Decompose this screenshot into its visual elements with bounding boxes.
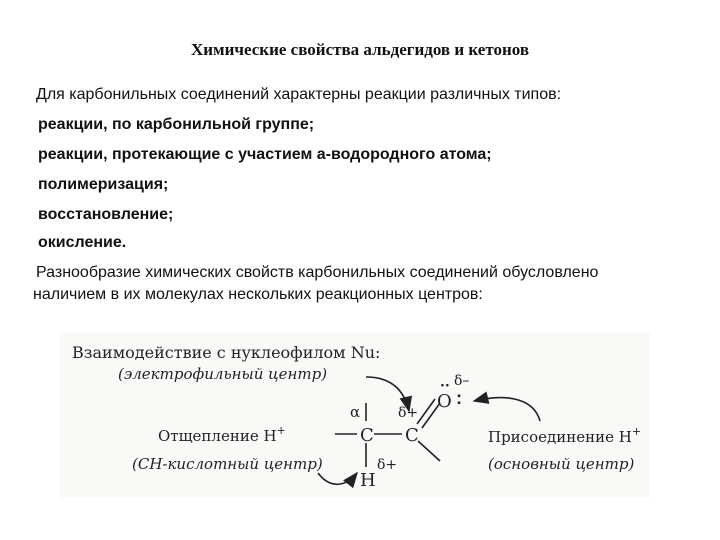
delta-minus-oxygen: δ–: [454, 373, 470, 389]
alpha-symbol: α: [350, 403, 361, 421]
reaction-type-item: окисление.: [38, 234, 127, 251]
proton-addition-arrow: [474, 398, 540, 421]
alpha-carbon-atom: C: [360, 425, 374, 446]
proton-removal-sup: +: [276, 424, 286, 437]
c-o-double-bond-2: [422, 403, 440, 428]
outro-line-1: Разнообразие химических свойств карбонильных соединений обусловлено: [36, 264, 599, 281]
basic-center-label: (основный центр): [488, 455, 635, 473]
hydrogen-atom: H: [360, 470, 376, 491]
outro-text: [33, 262, 696, 306]
reaction-type-item: полимеризация;: [38, 176, 169, 193]
carbonyl-carbon-atom: C: [405, 425, 419, 446]
delta-plus-carbon: δ+: [398, 405, 419, 421]
reaction-type-item: реакции, протекающие с участием а-водородного атома;: [38, 146, 492, 163]
page-title: Химические свойства альдегидов и кетонов: [190, 40, 530, 59]
proton-addition-text: Присоединение H: [488, 428, 632, 446]
delta-plus-hydrogen: δ+: [377, 457, 398, 473]
oxygen-lone-pair-top: ··: [440, 378, 450, 394]
c-o-double-bond-1: [417, 399, 435, 424]
intro-text: Для карбонильных соединений характерны реакции различных типов:: [36, 86, 562, 103]
oxygen-lone-pair-right: :: [456, 388, 462, 408]
proton-addition-label: [488, 425, 641, 446]
proton-removal-arrow: [318, 473, 357, 484]
r-bond: [418, 441, 440, 461]
proton-addition-sup: +: [631, 425, 642, 438]
oxygen-atom: O: [437, 391, 452, 412]
reaction-centers-diagram: [60, 333, 650, 498]
reaction-type-item: восстановление;: [38, 206, 174, 223]
outro-line-2: наличием в их молекулах нескольких реакционных центров:: [33, 286, 483, 303]
proton-removal-label: [158, 424, 286, 445]
nucleophile-label: Взаимодействие с нуклеофилом Nu:: [72, 343, 381, 362]
proton-removal-text: Отщепление H: [158, 427, 277, 445]
nucleophile-center-label: (электрофильный центр): [118, 365, 328, 383]
reaction-type-item: реакции, по карбонильной группе;: [38, 116, 315, 133]
ch-acid-center-label: (СН-кислотный центр): [132, 455, 323, 473]
